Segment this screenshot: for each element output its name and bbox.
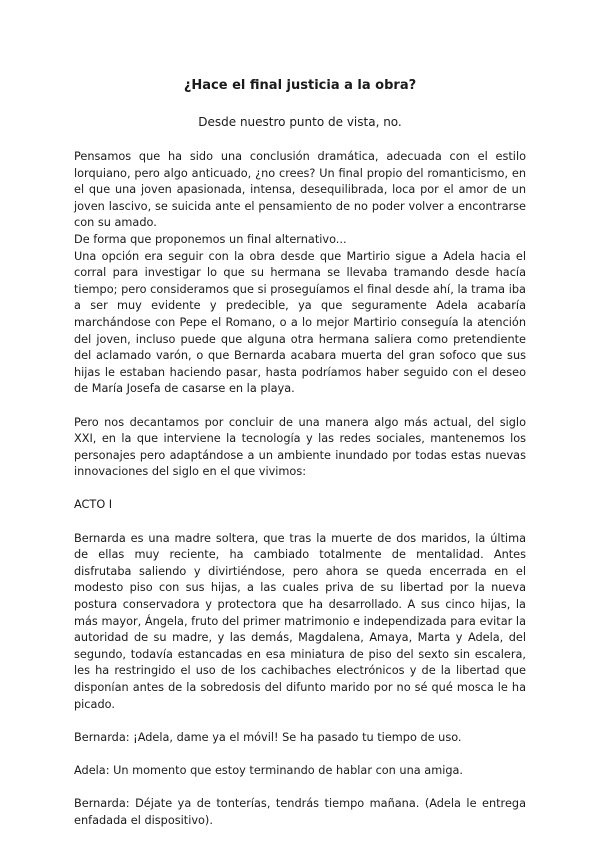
dialogue-line-adela-1: Adela: Un momento que estoy terminando de hablar con una amiga. [74,763,464,777]
paragraph-romantic-ending: Pensamos que ha sido una conclusión dramática, adecuada con el estilo lorquiano, pero algo anticuado, ¿no crees? Un final propio del romanticismo, en el que una joven apasionada, intensa, desequilibrada, loca por el amor de un joven lascivo, se suicida ante el pensamiento de no poder volver a encontrarse con su amado. [74,150,526,230]
document-body [74,149,526,829]
paragraph-first-option: Una opción era seguir con la obra desde que Martirio sigue a Adela hacia el corral para investigar lo que su hermana se llevaba tramando desde hacía tiempo; pero consideramos que si proseguíamos el final desde ahí, la trama iba a ser muy evidente y predecible, ya que seguramente Adela acabaría marchándose con Pepe el Romano, o a lo mejor Martirio conseguía la atención del joven, incluso puede que alguna otra hermana saliera como pretendiente del aclamado varón, o que Bernarda acabara muerta del gran sofoco que sus hijas le estaban haciendo pasar, hasta podríamos haber seguido con el deseo de María Josefa de casarse en la playa. [74,249,526,396]
paragraph-alternative-ending: De forma que proponemos un final alternativo... [74,232,347,246]
dialogue-line-bernarda-2: Bernarda: Déjate ya de tonterías, tendrás tiempo mañana. (Adela le entrega enfadada el dispositivo). [74,797,526,827]
document-title: ¿Hace el final justicia a la obra? [183,78,417,93]
paragraph-bernarda-description: Bernarda es una madre soltera, que tras la muerte de dos maridos, la última de ellas muy reciente, ha cambiado totalmente de mentalidad. Antes disfrutaba saliendo y divirtiéndose, pero ahora se queda encerrada en el modesto piso con sus hijas, a las cuales priva de su libertad por la nueva postura conservadora y protectora que ha desarrollado. A sus cinco hijas, la más mayor, Ángela, fruto del primer matrimonio e independizada para evitar la autoridad de su madre, y las demás, Magdalena, Amaya, Marta y Adela, del segundo, todavía estancadas en esa miniatura de piso del sexto sin escalera, les ha restringido el uso de los cachibaches electrónicos y de la libertad que disponían antes de la sobredosis del difunto marido por no sé qué mosca le ha picado. [74,531,526,711]
paragraph-modern-version: Pero nos decantamos por concluir de una manera algo más actual, del siglo XXI, en la que interviene la tecnología y las redes sociales, mantenemos los personajes pero adaptándose a un ambiente inundado por todas estas nuevas innovaciones del siglo en el que vivimos: [74,415,526,479]
act-heading: ACTO I [74,498,113,512]
document-subtitle: Desde nuestro punto de vista, no. [198,115,402,129]
dialogue-line-bernarda-1: Bernarda: ¡Adela, dame ya el móvil! Se ha pasado tu tiempo de uso. [74,730,462,744]
